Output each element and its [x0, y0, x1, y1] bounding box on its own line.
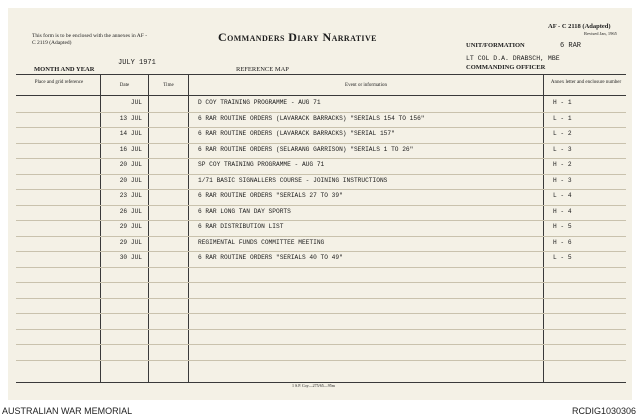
entry-event: SP COY TRAINING PROGRAMME - AUG 71	[198, 161, 325, 168]
form-title: Commanders Diary Narrative	[218, 30, 377, 44]
entry-date: 23 JUL	[119, 192, 142, 199]
ruled-line	[16, 236, 626, 237]
ruled-line	[16, 344, 626, 345]
commanding-officer-label: COMMANDING OFFICER	[466, 64, 546, 71]
commanding-officer-value: LT COL D.A. DRABSCH, MBE	[466, 55, 560, 62]
ruled-line	[16, 267, 626, 268]
ruled-line	[16, 112, 626, 113]
form-revised: Revised Jan, 1965	[584, 31, 617, 36]
entry-date: JUL	[130, 99, 142, 106]
month-year-label: MONTH AND YEAR	[34, 66, 95, 73]
entry-annex: L - 1	[553, 115, 572, 122]
unit-label: UNIT/FORMATION	[466, 42, 525, 49]
form-number: AF - C 2118 (Adapted)	[548, 23, 611, 30]
entry-event: 6 RAR ROUTINE ORDERS (SELARANG GARRISON) "SERIALS 1 TO 26"	[198, 146, 414, 153]
entry-date: 14 JUL	[119, 130, 142, 137]
entry-date: 13 JUL	[119, 115, 142, 122]
ruled-line	[16, 220, 626, 221]
entry-date: 20 JUL	[119, 161, 142, 168]
ruled-line	[16, 360, 626, 361]
column-header-time: Time	[163, 83, 174, 88]
ruled-line	[16, 174, 626, 175]
entry-event: 6 RAR ROUTINE ORDERS (LAVARACK BARRACKS) "SERIALS 154 TO 156"	[198, 115, 425, 122]
ruled-line	[16, 313, 626, 314]
entry-date: 29 JUL	[119, 239, 142, 246]
entry-annex: H - 6	[553, 239, 572, 246]
entry-annex: H - 4	[553, 208, 572, 215]
column-divider	[100, 74, 101, 382]
ruled-line	[16, 329, 626, 330]
table-top-rule	[16, 74, 626, 75]
column-divider	[188, 74, 189, 382]
entry-event: 6 RAR ROUTINE ORDERS "SERIALS 40 TO 49"	[198, 254, 343, 261]
ruled-line	[16, 158, 626, 159]
column-header-place: Place and grid reference	[34, 80, 84, 85]
table-header-rule	[16, 95, 626, 96]
unit-value: 6 RAR	[560, 42, 582, 50]
entry-event: 6 RAR DISTRIBUTION LIST	[198, 223, 284, 230]
column-header-date: Date	[119, 83, 130, 88]
column-header-annex: Annex letter and enclosure number	[550, 80, 622, 85]
entry-event: 6 RAR LONG TAN DAY SPORTS	[198, 208, 291, 215]
printer-imprint: 1 S.P. Coy—275/65—95m	[292, 383, 335, 388]
column-divider	[148, 74, 149, 382]
entry-event: D COY TRAINING PROGRAMME - AUG 71	[198, 99, 321, 106]
entry-event: 6 RAR ROUTINE ORDERS (LAVARACK BARRACKS) "SERIAL 157"	[198, 130, 395, 137]
reference-map-label: REFERENCE MAP	[236, 66, 289, 73]
entry-annex: L - 4	[553, 192, 572, 199]
ruled-line	[16, 189, 626, 190]
entry-event: 1/71 BASIC SIGNALLERS COURSE - JOINING INSTRUCTIONS	[198, 177, 388, 184]
column-divider	[543, 74, 544, 382]
ruled-line	[16, 298, 626, 299]
entry-annex: H - 3	[553, 177, 572, 184]
ruled-line	[16, 282, 626, 283]
entry-date: 26 JUL	[119, 208, 142, 215]
entry-date: 30 JUL	[119, 254, 142, 261]
ruled-line	[16, 205, 626, 206]
ruled-line	[16, 143, 626, 144]
entry-annex: H - 2	[553, 161, 572, 168]
month-year-value: JULY 1971	[118, 59, 156, 67]
ruled-line	[16, 127, 626, 128]
column-header-event: Event or information	[345, 83, 387, 88]
form-note: This form is to be enclosed with the annexes in AF - C 2119 (Adapted)	[32, 33, 148, 46]
entry-annex: H - 1	[553, 99, 572, 106]
entry-annex: L - 5	[553, 254, 572, 261]
entry-event: 6 RAR ROUTINE ORDERS "SERIALS 27 TO 39"	[198, 192, 343, 199]
entry-event: REGIMENTAL FUNDS COMMITTEE MEETING	[198, 239, 325, 246]
archive-credit: AUSTRALIAN WAR MEMORIAL	[2, 406, 133, 416]
entry-annex: L - 3	[553, 146, 572, 153]
entry-annex: H - 5	[553, 223, 572, 230]
entry-date: 20 JUL	[119, 177, 142, 184]
archive-reference: RCDIG1030306	[571, 406, 636, 416]
entry-annex: L - 2	[553, 130, 572, 137]
entry-date: 29 JUL	[119, 223, 142, 230]
ruled-line	[16, 251, 626, 252]
entry-date: 16 JUL	[119, 146, 142, 153]
